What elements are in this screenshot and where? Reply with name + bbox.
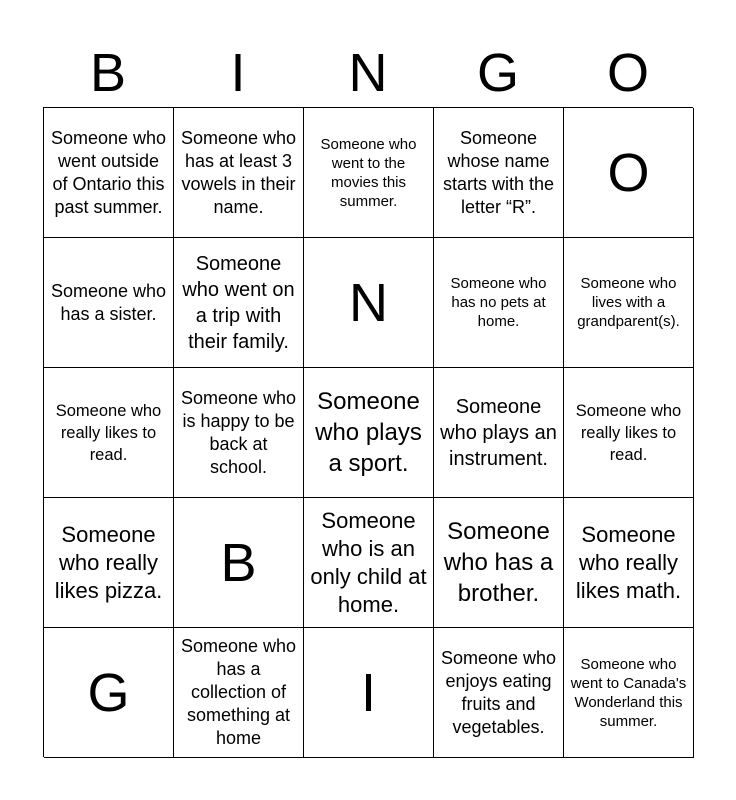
bingo-cell[interactable]: [174, 238, 304, 368]
header-letter-i: I: [230, 43, 246, 103]
cell-text: Someone whose name starts with the letter “R”.: [442, 127, 555, 217]
bingo-header: [43, 38, 693, 108]
bingo-cell[interactable]: [564, 498, 694, 628]
bingo-cell-letter[interactable]: [304, 238, 434, 368]
bingo-cell[interactable]: [304, 368, 434, 498]
bingo-cell[interactable]: [564, 238, 694, 368]
cell-text: Someone who really likes pizza.: [54, 521, 163, 603]
cell-text: Someone who went on a trip with their family.: [182, 252, 295, 353]
bingo-cell[interactable]: [434, 108, 564, 238]
bingo-cell[interactable]: [564, 628, 694, 758]
bingo-cell[interactable]: [434, 238, 564, 368]
cell-text: Someone who went outside of Ontario this past summer.: [50, 127, 167, 217]
header-letter-b: B: [89, 43, 127, 103]
bingo-cell-letter[interactable]: [44, 628, 174, 758]
bingo-cell-letter[interactable]: [174, 498, 304, 628]
bingo-cell[interactable]: [434, 628, 564, 758]
bingo-cell-letter[interactable]: [304, 628, 434, 758]
bingo-cell[interactable]: [44, 368, 174, 498]
cell-letter: I: [360, 662, 376, 723]
bingo-cell[interactable]: [304, 498, 434, 628]
cell-text: Someone who has a sister.: [50, 280, 167, 324]
bingo-cell[interactable]: [304, 108, 434, 238]
cell-text: Someone who went to the movies this summer.: [320, 135, 417, 210]
bingo-card-grid: [43, 107, 693, 757]
cell-text: Someone who went to Canada's Wonderland this summer.: [570, 655, 687, 730]
cell-text: Someone who has at least 3 vowels in their name.: [180, 127, 297, 217]
bingo-cell[interactable]: [174, 628, 304, 758]
cell-letter: G: [87, 662, 130, 723]
bingo-cell-letter[interactable]: [564, 108, 694, 238]
cell-text: Someone who enjoys eating fruits and vegetables.: [440, 647, 557, 737]
header-letter-n: N: [348, 43, 388, 103]
cell-text: Someone who is an only child at home.: [310, 507, 427, 617]
bingo-cell[interactable]: [44, 498, 174, 628]
cell-text: Someone who plays an instrument.: [440, 395, 557, 470]
bingo-cell[interactable]: [434, 368, 564, 498]
cell-text: Someone who has a brother.: [443, 518, 554, 607]
bingo-cell[interactable]: [174, 368, 304, 498]
header-letter-g: G: [476, 43, 519, 103]
bingo-cell[interactable]: [564, 368, 694, 498]
cell-text: Someone who has a collection of something at home: [180, 636, 297, 748]
cell-text: Someone who really likes to read.: [55, 401, 162, 464]
bingo-cell[interactable]: [434, 498, 564, 628]
bingo-cell[interactable]: [44, 238, 174, 368]
header-letter-o: O: [606, 43, 649, 103]
cell-text: Someone who has no pets at home.: [450, 275, 547, 330]
cell-text: Someone who lives with a grandparent(s).: [577, 275, 680, 330]
cell-letter: O: [607, 142, 650, 203]
bingo-cell[interactable]: [174, 108, 304, 238]
cell-letter: N: [349, 272, 388, 333]
cell-text: Someone who really likes to read.: [575, 401, 682, 464]
cell-text: Someone who plays a sport.: [315, 388, 422, 477]
cell-text: Someone who really likes math.: [575, 521, 682, 603]
cell-letter: B: [220, 532, 257, 593]
bingo-cell[interactable]: [44, 108, 174, 238]
cell-text: Someone who is happy to be back at school.: [180, 387, 297, 477]
